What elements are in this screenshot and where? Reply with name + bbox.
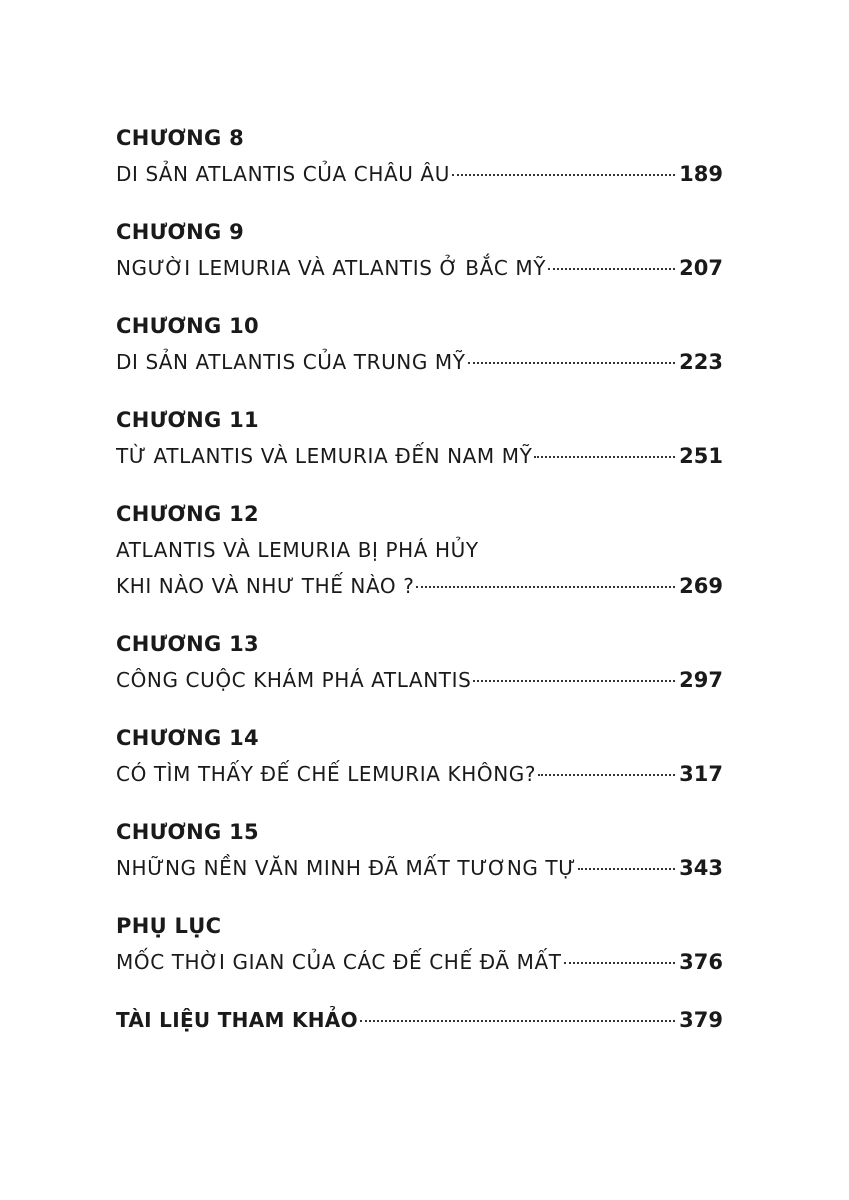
toc-row [116, 568, 723, 604]
toc-entry-chapter-8 [116, 120, 723, 192]
references-title: TÀI LIỆU THAM KHẢO [116, 1008, 358, 1032]
toc-row [116, 1002, 723, 1038]
chapter-label: PHỤ LỤC [116, 914, 222, 938]
chapter-title: TỪ ATLANTIS VÀ LEMURIA ĐẾN NAM MỸ [116, 444, 533, 468]
chapter-label: CHƯƠNG 14 [116, 726, 259, 750]
chapter-label: CHƯƠNG 10 [116, 314, 259, 338]
chapter-label: CHƯƠNG 11 [116, 408, 259, 432]
toc-row [116, 250, 723, 286]
table-of-contents [116, 120, 723, 1060]
chapter-label: CHƯƠNG 15 [116, 820, 259, 844]
chapter-title: CÔNG CUỘC KHÁM PHÁ ATLANTIS [116, 668, 472, 692]
toc-row [116, 662, 723, 698]
dot-leader [468, 362, 676, 364]
page-number: 269 [679, 574, 723, 598]
chapter-title: CÓ TÌM THẤY ĐẾ CHẾ LEMURIA KHÔNG? [116, 762, 537, 786]
toc-entry-chapter-14 [116, 720, 723, 792]
toc-row [116, 944, 723, 980]
chapter-label: CHƯƠNG 9 [116, 220, 245, 244]
toc-entry-chapter-9 [116, 214, 723, 286]
toc-row [116, 850, 723, 886]
toc-row [116, 156, 723, 192]
page-number: 379 [679, 1008, 723, 1032]
dot-leader [452, 174, 675, 176]
dot-leader [578, 868, 675, 870]
toc-entry-chapter-11 [116, 402, 723, 474]
chapter-title: NGƯỜI LEMURIA VÀ ATLANTIS Ở BẮC MỸ [116, 256, 547, 280]
dot-leader [534, 456, 675, 458]
toc-entry-chapter-10 [116, 308, 723, 380]
chapter-title-line: ATLANTIS VÀ LEMURIA BỊ PHÁ HỦY [116, 538, 479, 562]
dot-leader [564, 962, 676, 964]
chapter-title: KHI NÀO VÀ NHƯ THẾ NÀO ? [116, 574, 415, 598]
page-number: 223 [679, 350, 723, 374]
toc-row [116, 344, 723, 380]
dot-leader [548, 268, 675, 270]
page-number: 297 [679, 668, 723, 692]
toc-entry-appendix [116, 908, 723, 980]
page-number: 251 [679, 444, 723, 468]
toc-entry-chapter-13 [116, 626, 723, 698]
chapter-label: CHƯƠNG 8 [116, 126, 245, 150]
chapter-title: DI SẢN ATLANTIS CỦA TRUNG MỸ [116, 350, 466, 374]
chapter-title: NHỮNG NỀN VĂN MINH ĐÃ MẤT TƯƠNG TỰ [116, 856, 577, 880]
dot-leader [473, 680, 675, 682]
chapter-label: CHƯƠNG 12 [116, 502, 259, 526]
toc-row [116, 438, 723, 474]
chapter-title: MỐC THỜI GIAN CỦA CÁC ĐẾ CHẾ ĐÃ MẤT [116, 950, 562, 974]
page-number: 317 [679, 762, 723, 786]
dot-leader [360, 1020, 675, 1022]
chapter-label: CHƯƠNG 13 [116, 632, 259, 656]
page-number: 207 [679, 256, 723, 280]
toc-entry-chapter-12 [116, 496, 723, 604]
toc-entry-chapter-15 [116, 814, 723, 886]
page-number: 189 [679, 162, 723, 186]
page-number: 376 [679, 950, 723, 974]
toc-entry-references [116, 1002, 723, 1038]
dot-leader [538, 774, 675, 776]
page-number: 343 [679, 856, 723, 880]
chapter-title: DI SẢN ATLANTIS CỦA CHÂU ÂU [116, 162, 450, 186]
dot-leader [416, 586, 675, 588]
toc-row [116, 756, 723, 792]
